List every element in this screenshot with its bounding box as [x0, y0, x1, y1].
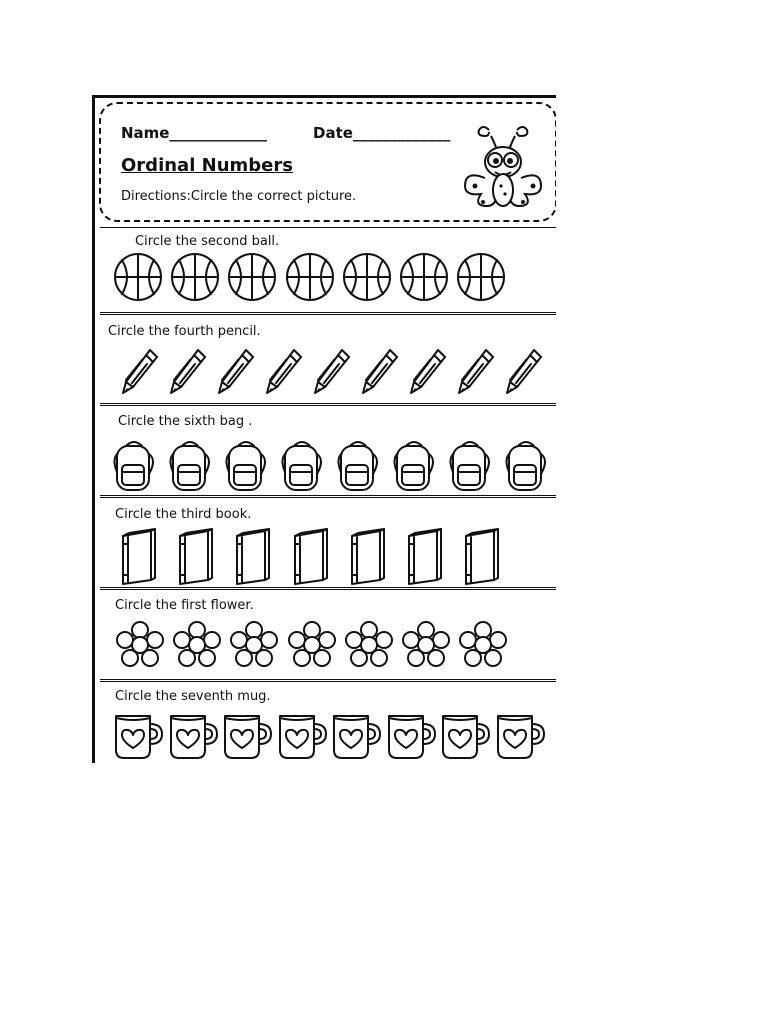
section-balls [100, 227, 556, 313]
backpack-icon[interactable] [502, 438, 550, 494]
basketball-icon[interactable] [399, 252, 449, 302]
basketball-icon[interactable] [227, 252, 277, 302]
book-icon[interactable] [174, 528, 216, 586]
basketball-icon[interactable] [113, 252, 163, 302]
basketball-icon[interactable] [342, 252, 392, 302]
pencil-icon[interactable] [312, 347, 352, 401]
book-icon[interactable] [460, 528, 502, 586]
backpack-icon[interactable] [222, 438, 270, 494]
flower-icon[interactable] [172, 620, 222, 670]
flower-icon[interactable] [458, 620, 508, 670]
book-icon[interactable] [346, 528, 388, 586]
directions-text: Directions:Circle the correct picture. [121, 189, 357, 204]
section-mugs [100, 681, 556, 763]
section-bags [100, 405, 556, 496]
section-prompt: Circle the seventh mug. [115, 689, 271, 704]
basketball-icon[interactable] [170, 252, 220, 302]
pencil-icon[interactable] [504, 347, 544, 401]
heart-mug-icon[interactable] [112, 712, 164, 760]
flower-icon[interactable] [229, 620, 279, 670]
pencil-icon[interactable] [456, 347, 496, 401]
backpack-icon[interactable] [166, 438, 214, 494]
worksheet [92, 95, 556, 763]
heart-mug-icon[interactable] [167, 712, 219, 760]
heart-mug-icon[interactable] [330, 712, 382, 760]
backpack-icon[interactable] [278, 438, 326, 494]
book-icon[interactable] [403, 528, 445, 586]
worksheet-title: Ordinal Numbers [121, 155, 293, 176]
pencil-icon[interactable] [360, 347, 400, 401]
flower-icon[interactable] [115, 620, 165, 670]
backpack-icon[interactable] [334, 438, 382, 494]
pencil-icon[interactable] [216, 347, 256, 401]
date-field-label: Date_____________ [313, 124, 451, 142]
heart-mug-icon[interactable] [494, 712, 546, 760]
worksheet-header [99, 102, 556, 222]
pencil-icon[interactable] [408, 347, 448, 401]
basketball-icon[interactable] [285, 252, 335, 302]
heart-mug-icon[interactable] [276, 712, 328, 760]
heart-mug-icon[interactable] [221, 712, 273, 760]
flower-icon[interactable] [287, 620, 337, 670]
section-flowers [100, 589, 556, 680]
flower-icon[interactable] [401, 620, 451, 670]
heart-mug-icon[interactable] [439, 712, 491, 760]
section-prompt: Circle the third book. [115, 507, 252, 522]
pencil-icon[interactable] [168, 347, 208, 401]
butterfly-icon [461, 122, 547, 214]
backpack-icon[interactable] [110, 438, 158, 494]
backpack-icon[interactable] [446, 438, 494, 494]
section-prompt: Circle the fourth pencil. [108, 324, 261, 339]
name-field-label: Name_____________ [121, 124, 267, 142]
basketball-icon[interactable] [456, 252, 506, 302]
section-books [100, 497, 556, 588]
heart-mug-icon[interactable] [385, 712, 437, 760]
section-prompt: Circle the second ball. [135, 234, 280, 249]
book-icon[interactable] [289, 528, 331, 586]
section-prompt: Circle the first flower. [115, 598, 254, 613]
book-icon[interactable] [231, 528, 273, 586]
section-prompt: Circle the sixth bag . [118, 414, 253, 429]
section-pencils [100, 314, 556, 404]
pencil-icon[interactable] [120, 347, 160, 401]
flower-icon[interactable] [344, 620, 394, 670]
backpack-icon[interactable] [390, 438, 438, 494]
book-icon[interactable] [117, 528, 159, 586]
pencil-icon[interactable] [264, 347, 304, 401]
